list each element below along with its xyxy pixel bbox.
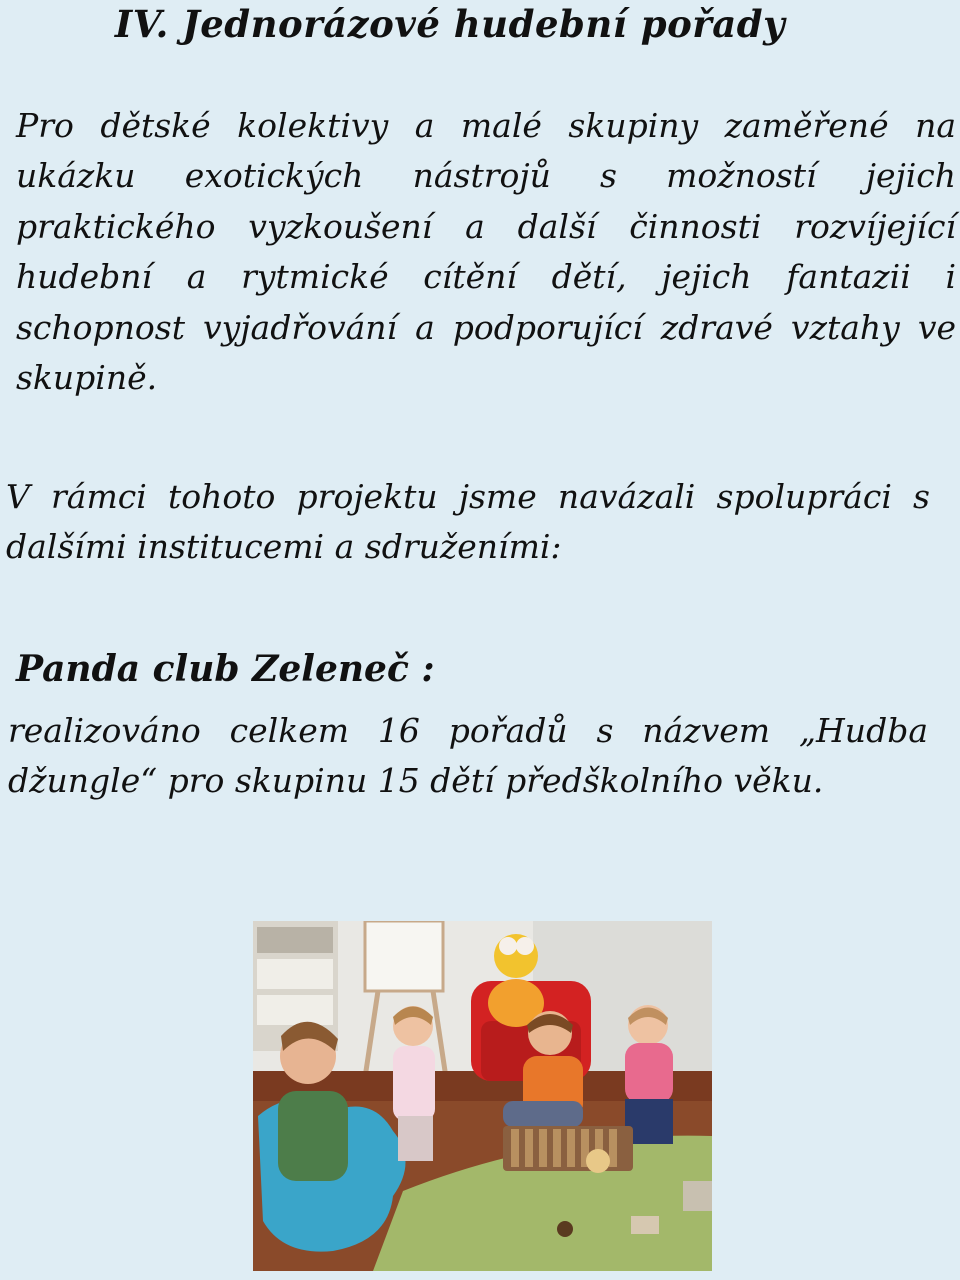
- cooperation-paragraph: V rámci tohoto projektu jsme navázali spolupráci s dalšími institucemi a sdruženími:: [6, 477, 930, 567]
- partner-heading: Panda club Zeleneč :: [16, 648, 435, 690]
- photo-children-with-instruments: [253, 921, 712, 1271]
- intro-paragraph: Pro dětské kolektivy a malé skupiny zaměřené na ukázku exotických nástrojů s možností jejich praktického vyzkoušení a další činnosti rozvíjející hudební a rytmické cítění dětí, jejich fantazii i schopnost vyjadřování a podporující zdravé vztahy ve skupině.: [16, 106, 956, 398]
- partner-description: realizováno celkem 16 pořadů s názvem „Hudba džungle“ pro skupinu 15 dětí předškolního věku.: [8, 711, 928, 801]
- section-title: IV. Jednorázové hudební pořady: [114, 2, 786, 46]
- photo-illustration: [253, 921, 712, 1271]
